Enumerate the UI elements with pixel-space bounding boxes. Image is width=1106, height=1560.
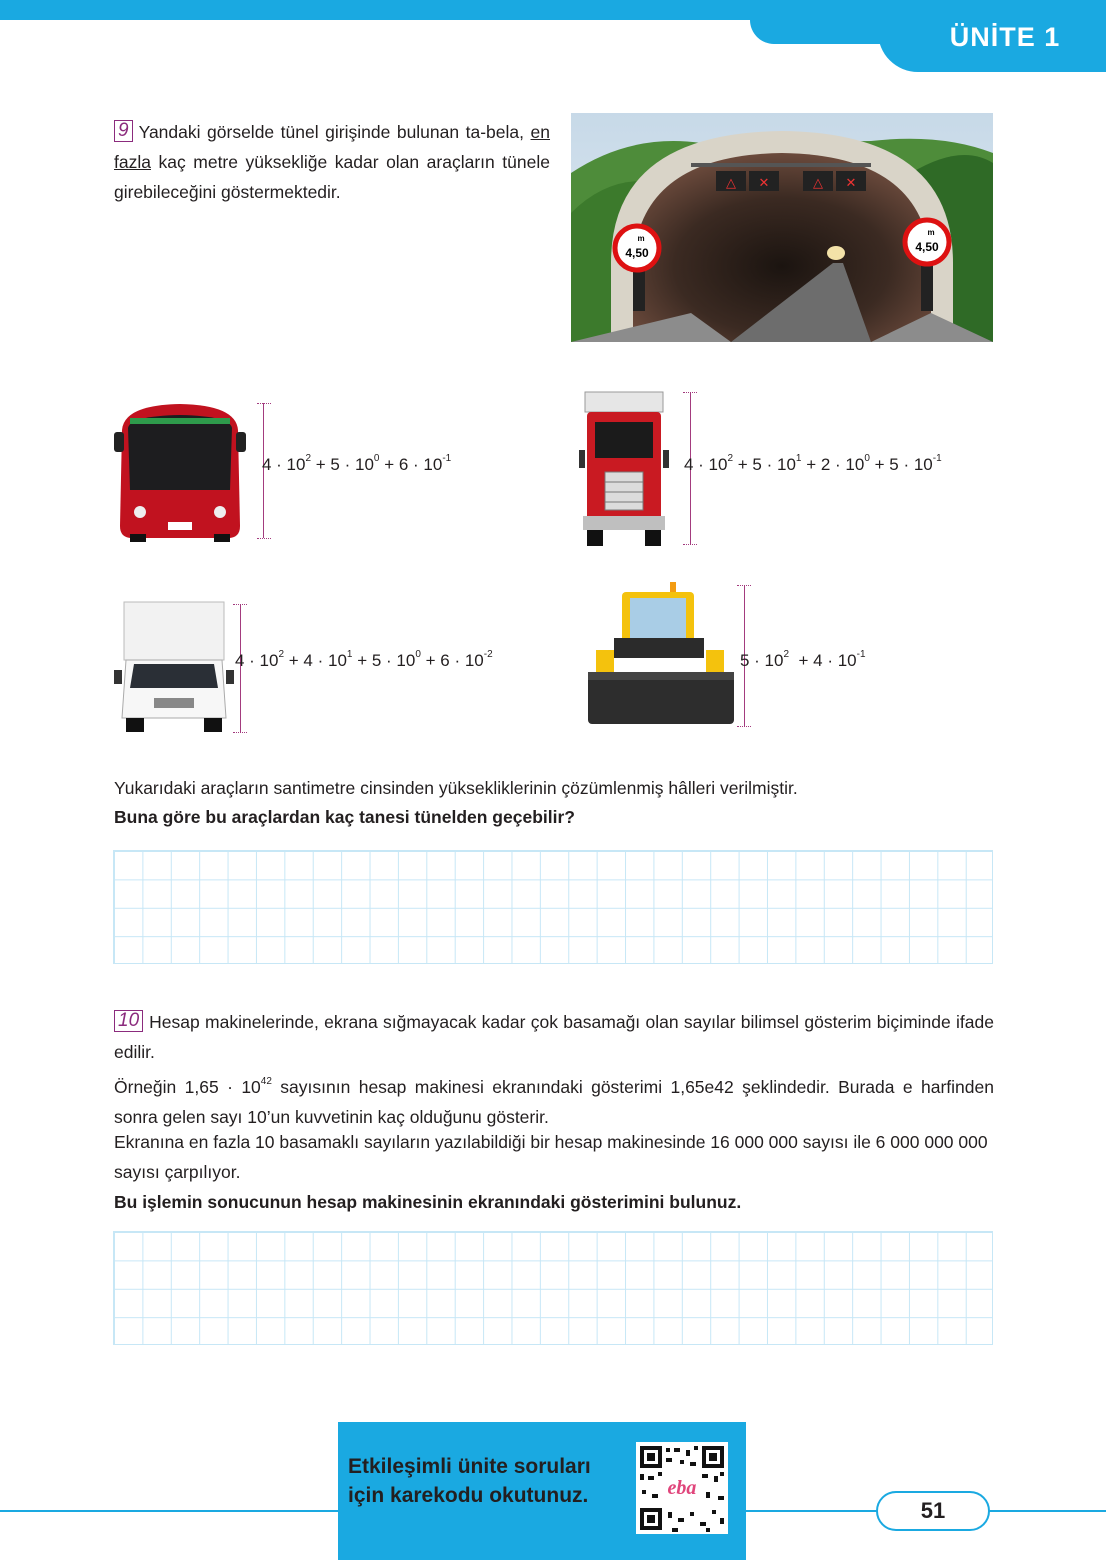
truck-height-expression: $4 \cdot 10^2 + 5 \cdot 10^1 + 2 \cdot 10^0 + 5 \cdot 10^{-1}$: [684, 453, 942, 474]
q9-number: 9: [114, 120, 133, 142]
van-tick-bottom: [233, 732, 247, 733]
truck-tick-top: [683, 392, 697, 393]
q9-text-a: Yandaki görselde tünel girişinde bulunan ta-bela,: [138, 122, 525, 142]
q10-line2: Örneğin $1,65 \cdot 10^{42}$ sayısının hesap makinesi ekranındaki gösterimi 1,65e42 şeklindedir. Burada e harfinden sonra gelen sayı 10’un kuvvetinin kaç olduğunu gösterir.: [114, 1076, 994, 1127]
sign-unit-left: m: [637, 234, 645, 243]
loader-tick-top: [737, 585, 751, 586]
bus-tick-top: [257, 403, 271, 404]
qr-code[interactable]: [636, 1442, 728, 1534]
bus-height-expression: $4 \cdot 10^2 + 5 \cdot 10^0 + 6 \cdot 10^{-1}$: [262, 453, 452, 474]
q9-text-underlined: en fazla: [114, 122, 551, 172]
sign-value-left: 4,50: [625, 246, 649, 260]
svg-text:△: △: [726, 176, 736, 191]
svg-text:△: △: [813, 176, 823, 191]
svg-text:✕: ✕: [845, 176, 857, 191]
bus-tick-bottom: [257, 538, 271, 539]
height-sign-left: [615, 226, 659, 270]
loader-tick-bottom: [737, 726, 751, 727]
q10-line3: Ekranına en fazla 10 basamaklı sayıların yazılabildiği bir hesap makinesinde 16 000 000 sayısı ile 6 000 000 000 sayısı çarpılıyor.: [114, 1132, 988, 1182]
q9-text-b: kaç metre yüksekliğe kadar olan araçların tünele girebileceğini göstermektedir.: [114, 152, 550, 202]
bus-image: [114, 400, 246, 542]
sign-value-right: 4,50: [915, 240, 939, 254]
van-tick-top: [233, 604, 247, 605]
q10-answer-grid[interactable]: [113, 1231, 993, 1345]
q9-question: Buna göre bu araçlardan kaç tanesi tünelden geçebilir?: [114, 807, 575, 827]
q10-line1-text: Hesap makinelerinde, ekrana sığmayacak kadar çok basamağı olan sayılar bilimsel gösterim biçiminde ifade edilir.: [114, 1012, 994, 1062]
van-height-expression: $4 \cdot 10^2 + 4 \cdot 10^1 + 5 \cdot 10^0 + 6 \cdot 10^{-2}$: [235, 649, 493, 670]
page-number: 51: [920, 1498, 946, 1523]
sign-unit-right: m: [927, 228, 935, 237]
tunnel-image: [571, 113, 993, 342]
q10-line1: [114, 1007, 994, 1067]
qr-callout-text: Etkileşimli ünite soruları için karekodu okutunuz.: [348, 1455, 591, 1507]
q9-answer-grid[interactable]: [113, 850, 993, 964]
loader-image: [588, 580, 736, 728]
loader-height-expression: $5 \cdot 10^2 + 4 \cdot 10^{-1}$: [740, 649, 866, 670]
footer-line-left: [0, 1510, 338, 1512]
height-sign-right: [905, 220, 949, 264]
q9-intro: [114, 117, 550, 207]
van-image: [114, 600, 234, 734]
unit-label: ÜNİTE 1: [949, 22, 1061, 52]
eba-logo: eba: [667, 1477, 697, 1499]
truck-image: [579, 390, 669, 548]
svg-text:✕: ✕: [758, 176, 770, 191]
q9-statement: Yukarıdaki araçların santimetre cinsinden yüksekliklerinin çözümlenmiş hâlleri verilmiştir.: [114, 778, 798, 798]
q10-number: 10: [114, 1010, 143, 1032]
truck-tick-bottom: [683, 544, 697, 545]
q10-question: Bu işlemin sonucunun hesap makinesinin ekranındaki gösterimini bulunuz.: [114, 1192, 742, 1212]
